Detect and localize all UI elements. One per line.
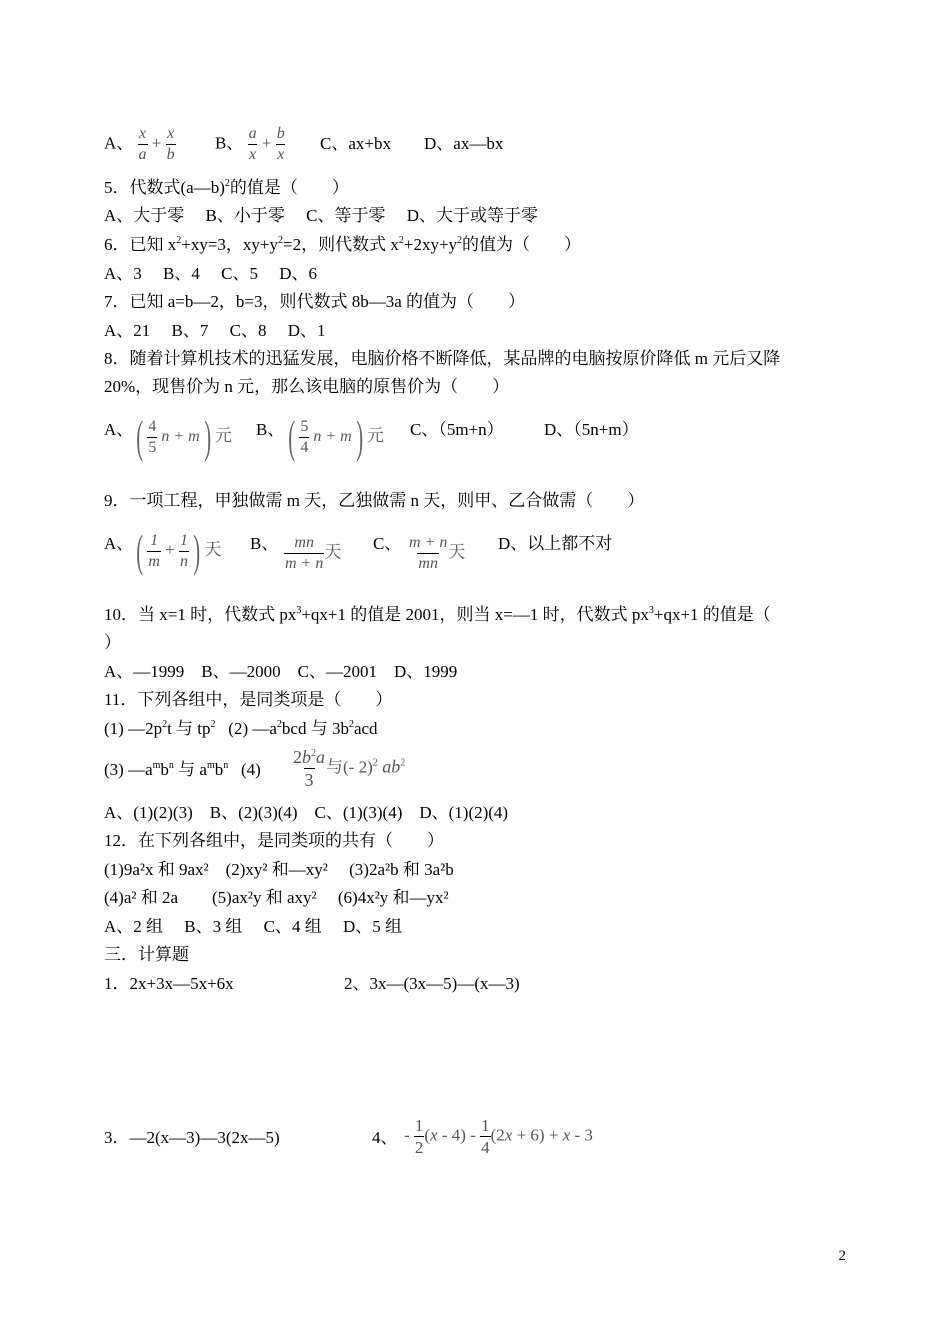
question-9-option-d: D、以上都不对 (498, 534, 613, 553)
problem-4-label: 4、 (372, 1128, 398, 1147)
problem-3: 3．—2(x—3)—3(2x—5) (104, 1128, 280, 1147)
page-number: 2 (838, 1248, 846, 1264)
question-9: 9．一项工程，甲独做需 m 天，乙独做需 n 天，则甲、乙合做需（ ） (104, 491, 645, 510)
problem-4-expr: - $\frac{1}{2}$ (x - 4) - $\frac{1}{4}$ (2x + 6) + x - 3 (404, 1116, 593, 1157)
question-11-options: A、(1)(2)(3) B、(2)(3)(4) C、(1)(3)(4) D、(1)(2)(4) (104, 803, 509, 822)
question-10: 10．当 x=1 时，代数式 $px^3+qx+1$ 的值是 2001，则当 x=—1 时，代数式 $px^3+qx+1$ 的值是（ (104, 605, 771, 624)
question-11-row2: (3) $—a^mb^n$ 与 $a^mb^n$ (4) (104, 760, 261, 779)
question-9-option-b-label: B、 (250, 534, 279, 553)
question-12-row2: (4)a² 和 2a (5)ax²y 和 axy² (6)4x²y 和—yx² (104, 888, 449, 907)
question-9-option-a: ( $\frac{1}{m}$ + $\frac{1}{n}$ ) 天 (136, 525, 222, 576)
question-8-option-a: ( $\frac{4}{5}$ n + m) 元 (136, 411, 233, 462)
option-b: B、 (215, 133, 244, 153)
question-12-row1: (1)9a²x 和 9ax² (2)xy² 和—xy² (3)2a²b 和 3a²b (104, 860, 454, 879)
question-7-options: A、21 B、7 C、8 D、1 (104, 321, 326, 340)
question-5: 5．代数式(a—b)$^2$的值是（ ） (104, 178, 349, 197)
question-10-options: A、—1999 B、—2000 C、—2001 D、1999 (104, 662, 458, 681)
question-12-options: A、2 组 B、3 组 C、4 组 D、5 组 (104, 917, 402, 936)
options-row-top-b: B、 $\frac{a}{x}$ + $\frac{b}{x}$ (215, 125, 285, 163)
question-11-row1: (1) $—2p^2t$ 与 $tp^2$ (2) $—a^2bcd$ 与 $3b^2acd$ (104, 719, 378, 738)
question-9-option-a-label: A、 (104, 534, 134, 553)
option-d: D、ax—bx (424, 134, 504, 153)
problem-2: 2、3x—(3x—5)—(x—3) (344, 974, 520, 993)
question-7: 7．已知 a=b—2，b=3，则代数式 8b—3a 的值为（ ） (104, 292, 526, 311)
question-8-option-b: ( $\frac{5}{4}$ n + m) 元 (288, 411, 385, 462)
option-c: C、ax+bx (320, 134, 391, 153)
question-9-option-c-label: C、 (373, 534, 402, 553)
question-11-item4-expr: $\frac{2b^2a}{3}$ 与(- 2)$^2$ $ab^2$ (293, 747, 406, 790)
question-8-option-d: D、（5n+m） (544, 420, 639, 439)
question-8-option-b-label: B、 (256, 420, 285, 439)
options-row-top: A、 $\frac{x}{a}$ + $\frac{x}{b}$ (104, 125, 175, 163)
question-12: 12．在下列各组中，是同类项的共有（ ） (104, 831, 444, 850)
question-10-line2: ） (104, 633, 121, 652)
question-6: 6．已知 $x^2+xy=3$，$xy+y^2=2$，则代数式 $x^2+2xy+y^2$的值为（ ） (104, 235, 582, 254)
question-5-options: A、大于零 B、小于零 C、等于零 D、大于或等于零 (104, 206, 538, 225)
question-9-option-c: $\frac{m + n}{mn}$ 天 (409, 534, 466, 572)
question-11: 11．下列各组中，是同类项是（ ） (104, 690, 393, 709)
question-8-line1: 8．随着计算机技术的迅猛发展，电脑价格不断降低，某品牌的电脑按原价降低 m 元后又降 (104, 349, 781, 368)
question-8-option-a-label: A、 (104, 420, 134, 439)
question-6-options: A、3 B、4 C、5 D、6 (104, 264, 317, 283)
problem-1: 1．2x+3x—5x+6x (104, 974, 234, 993)
option-a: A、 (104, 133, 134, 153)
section-3-title: 三．计算题 (104, 945, 189, 964)
question-9-option-b: $\frac{mn}{m + n}$ 天 (285, 534, 342, 572)
question-8-option-c: C、（5m+n） (410, 420, 504, 439)
question-8-line2: 20%，现售价为 n 元，那么该电脑的原售价为（ ） (104, 377, 510, 396)
